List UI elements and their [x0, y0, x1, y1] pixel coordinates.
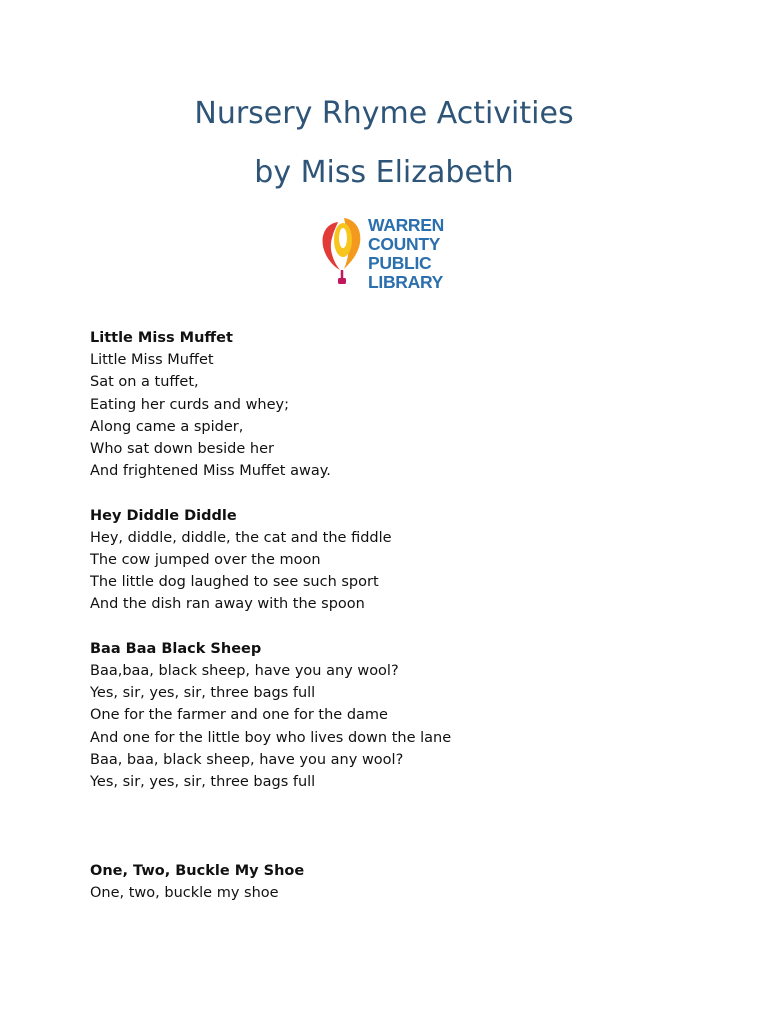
- rhyme-line: Little Miss Muffet: [90, 352, 214, 369]
- hot-air-balloon-icon: [318, 214, 364, 286]
- logo-wordmark: [368, 216, 444, 292]
- rhyme-line: Eating her curds and whey;: [90, 396, 290, 413]
- rhyme-title: Baa Baa Black Sheep: [90, 640, 262, 657]
- rhyme-line: The little dog laughed to see such sport: [90, 574, 379, 591]
- rhyme-baa-baa-black-sheep: [90, 638, 710, 793]
- document-title: Nursery Rhyme Activities: [194, 96, 574, 131]
- logo-line: WARREN: [368, 215, 444, 235]
- rhyme-line: Baa, baa, black sheep, have you any wool?: [90, 751, 404, 768]
- document-subtitle: by Miss Elizabeth: [254, 155, 514, 190]
- rhyme-one-two-buckle-my-shoe: [90, 860, 710, 904]
- logo-line: COUNTY: [368, 234, 441, 254]
- rhyme-little-miss-muffet: [90, 327, 710, 482]
- rhyme-line: The cow jumped over the moon: [90, 552, 321, 569]
- rhyme-line: Along came a spider,: [90, 418, 244, 435]
- rhyme-title: Little Miss Muffet: [90, 330, 233, 346]
- rhyme-title: One, Two, Buckle My Shoe: [90, 862, 305, 879]
- rhyme-line: Baa,baa, black sheep, have you any wool?: [90, 663, 399, 680]
- logo-line: LIBRARY: [368, 272, 444, 292]
- rhyme-line: Yes, sir, yes, sir, three bags full: [90, 774, 316, 791]
- rhyme-line: One, two, buckle my shoe: [90, 885, 279, 902]
- rhyme-line: Yes, sir, yes, sir, three bags full: [90, 685, 316, 702]
- rhyme-line: One for the farmer and one for the dame: [90, 707, 388, 724]
- rhyme-line: Sat on a tuffet,: [90, 374, 199, 391]
- rhyme-hey-diddle-diddle: [90, 505, 710, 616]
- balloon-basket: [338, 278, 346, 284]
- balloon-highlight: [339, 228, 347, 248]
- rhyme-line: Who sat down beside her: [90, 441, 274, 458]
- rhyme-line: Hey, diddle, diddle, the cat and the fiddle: [90, 529, 392, 546]
- rhyme-line: And the dish ran away with the spoon: [90, 596, 365, 613]
- rhyme-list: [90, 327, 710, 904]
- library-logo: [318, 214, 458, 292]
- rhyme-title: Hey Diddle Diddle: [90, 507, 237, 524]
- rhyme-line: And one for the little boy who lives down the lane: [90, 729, 452, 746]
- logo-line: PUBLIC: [368, 253, 432, 273]
- rhyme-line: And frightened Miss Muffet away.: [90, 463, 331, 480]
